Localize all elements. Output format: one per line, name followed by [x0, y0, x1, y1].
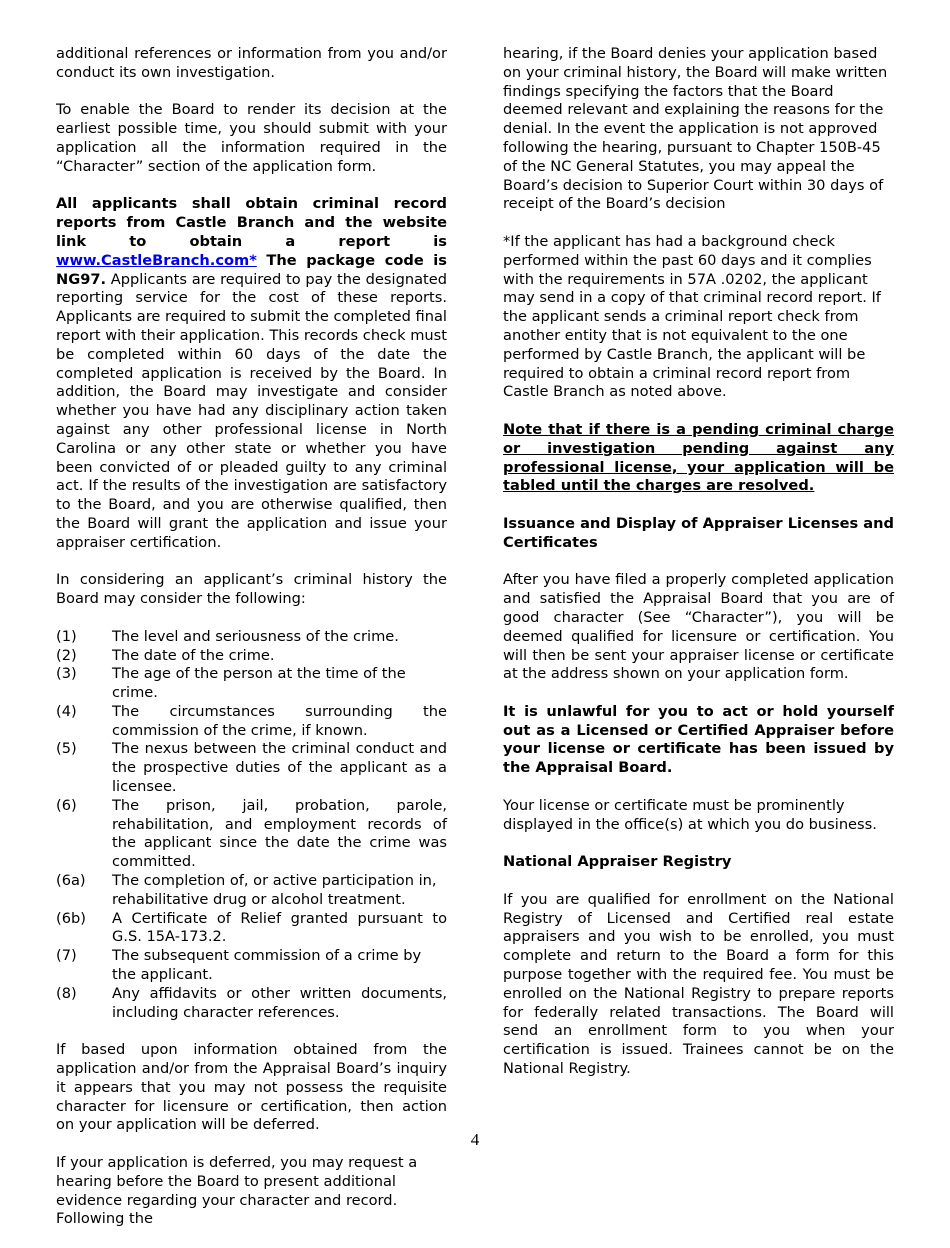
right-paragraph-7: If you are qualified for enrollment on the National Registry of Licensed and Certified real estate appraisers and you wish to be enrolled, you must complete and return to the Board a form for this purpose together with the required fee. You must be enrolled on the National Registry to prepare reports for federally related transactions. The Board will send an enrollment form to you when your certification is issued. Trainees cannot be on the National Registry.: [503, 890, 894, 1078]
left-paragraph-5: If based upon information obtained from the application and/or from the Appraisal Board’s inquiry it appears that you may not possess the requisite character for licensure or certification, then action on your application will be deferred.: [56, 1041, 447, 1134]
section-heading-issuance: Issuance and Display of Appraiser Licenses and Certificates: [503, 514, 894, 551]
list-item: (4) The circumstances surrounding the commission of the crime, if known.: [56, 702, 447, 739]
list-item: (6a) The completion of, or active participation in, rehabilitative drug or alcohol treatment.: [56, 872, 437, 908]
unlawful-warning: It is unlawful for you to act or hold yourself out as a Licensed or Certified Appraiser before your license or certificate has been issued by the Appraisal Board.: [503, 702, 894, 777]
page-number: 4: [470, 1130, 480, 1149]
right-paragraph-6: Your license or certificate must be prominently displayed in the office(s) at which you do business.: [503, 796, 877, 833]
pending-charge-note: Note that if there is a pending criminal charge or investigation pending against any professional license, your application will be tabled until the charges are resolved.: [503, 420, 894, 495]
left-paragraph-4: In considering an applicant’s criminal history the Board may consider the following:: [56, 571, 447, 608]
list-item: (8) Any affidavits or other written documents, including character references.: [56, 984, 447, 1021]
list-item: (3) The age of the person at the time of the crime.: [56, 665, 406, 702]
right-paragraph-4: After you have filed a properly completed application and satisfied the Appraisal Board that you are of good character (See “Character”), you will be deemed qualified for licensure or certification. You will then be sent your appraiser license or certificate at the address shown on your application form.: [503, 571, 894, 683]
criminal-record-details: Applicants are required to pay the designated reporting service for the cost of these reports. Applicants are required to submit the completed final report with their application. This records check must be completed within 60 days of the date the completed application is received by the Board. In addition, the Board may investigate and consider whether you have had any disciplinary action taken against any other professional license in North Carolina or any other state or whether you have been convicted of or pleaded guilty to any criminal act. If the results of the investigation are satisfactory to the Board, and you are otherwise qualified, then the Board will grant the application and issue your appraiser certification.: [56, 270, 447, 551]
right-column: [503, 45, 894, 1098]
left-paragraph-2: To enable the Board to render its decision at the earliest possible time, you should submit with your application all the information required in the “Character” section of the application form.: [56, 101, 447, 175]
package-code: The package code is NG97.: [56, 251, 447, 288]
castlebranch-link[interactable]: www.CastleBranch.com*: [56, 251, 257, 269]
list-item: (1) The level and seriousness of the crime.: [56, 627, 399, 645]
right-paragraph-2: *If the applicant has had a background check performed within the past 60 days and it complies with the requirements in 57A .0202, the applicant may send in a copy of that criminal record report. If the applicant sends a criminal report check from another entity that is not equivalent to the one performed by Castle Branch, the applicant will be required to obtain a criminal record report from Castle Branch as noted above.: [503, 232, 881, 401]
left-column: [56, 45, 447, 1248]
criminal-history-factors-list: [56, 628, 447, 1023]
list-item: (6) The prison, jail, probation, parole, rehabilitation, and employment records of the applicant since the date the crime was committed.: [56, 796, 447, 871]
criminal-record-paragraph: [56, 195, 447, 552]
list-item: (7) The subsequent commission of a crime by the applicant.: [56, 947, 422, 984]
section-heading-registry: National Appraiser Registry: [503, 853, 732, 871]
criminal-record-requirement: All applicants shall obtain criminal record reports from Castle Branch and the website link to obtain a report is: [56, 195, 447, 250]
right-paragraph-1: hearing, if the Board denies your application based on your criminal history, the Board will make written findings specifying the factors that the Board deemed relevant and explaining the reasons for the denial. In the event the application is not approved following the hearing, pursuant to Chapter 150B-45 of the NC General Statutes, you may appeal the Board’s decision to Superior Court within 30 days of receipt of the Board’s decision: [503, 45, 888, 213]
list-item: (2) The date of the crime.: [56, 646, 275, 664]
left-paragraph-6: If your application is deferred, you may request a hearing before the Board to present additional evidence regarding your character and record. Following the: [56, 1154, 418, 1228]
list-item: (6b) A Certificate of Relief granted pursuant to G.S. 15A-173.2.: [56, 909, 447, 946]
left-paragraph-1: additional references or information from you and/or conduct its own investigation.: [56, 45, 447, 81]
list-item: (5) The nexus between the criminal conduct and the prospective duties of the applicant as a licensee.: [56, 740, 447, 796]
